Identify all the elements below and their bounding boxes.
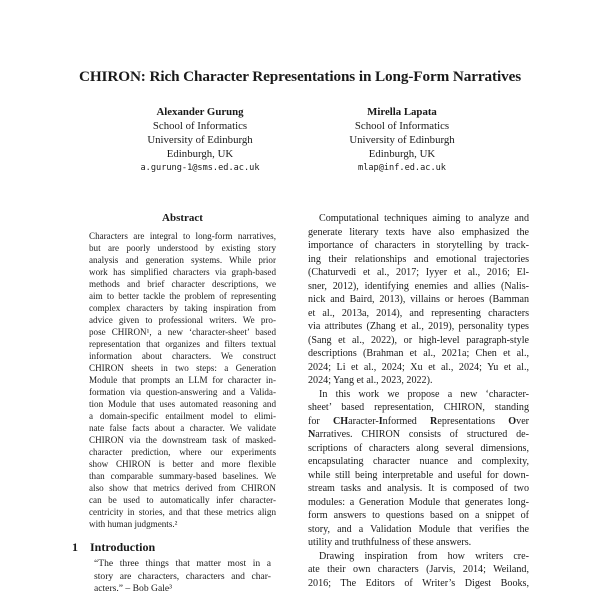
text-line: generate literary texts have also emphasized the	[308, 226, 529, 238]
text-line: work has simplified characters via graph-based	[89, 267, 276, 277]
author-department: School of Informatics	[152, 120, 248, 132]
text-line: than comparable summary-based baselines. We	[89, 471, 276, 481]
text-line: 2024; Yang et al., 2023, 2022).	[308, 375, 433, 386]
text-line: complex characters by taking inspiration from	[89, 303, 276, 313]
bold-acronym-letter: I	[378, 415, 383, 427]
text-line: CHIRON via the downstream task of masked-	[89, 435, 276, 445]
text-line: “The three things that matter most in a	[94, 558, 271, 569]
text-line: 2024; Li et al., 2024; Xu et al., 2024; Yu et al.,	[308, 361, 529, 373]
text-line: scriptions of characters along several dimensions,	[308, 442, 529, 454]
text-line: form answers to questions based on a snippet of	[308, 510, 529, 521]
text-line: methods and brief character descriptions, we	[89, 279, 276, 289]
text-line: acters.” – Bob Gale³	[94, 583, 172, 594]
text-line: Computational techniques aiming to analyze and	[319, 213, 529, 224]
text-line: a domain-specific entailment model to elimi-	[89, 411, 276, 421]
section-heading-introduction	[72, 540, 155, 555]
text-segment: arratives. CHIRON consists of structured de-	[315, 429, 529, 440]
text-segment: for	[308, 415, 333, 427]
author-email[interactable]: a.gurung-1@sms.ed.ac.uk	[140, 163, 260, 173]
text-line: show CHIRON is better and more flexible	[89, 459, 276, 469]
author-block-1	[90, 105, 310, 175]
text-line: In this work we propose a new ‘character-	[319, 388, 529, 400]
author-university: University of Edinburgh	[147, 134, 253, 146]
text-line	[308, 428, 529, 442]
text-line: sner, 2012), identifying enemies and allies (Nalis-	[308, 280, 529, 292]
text-line: also show that metrics derived from CHIRON	[89, 483, 276, 493]
bold-acronym-letter: CH	[332, 415, 349, 427]
text-line: ing their relationships and emotional trajectories	[308, 253, 529, 265]
text-line: descriptions (Brahman et al., 2021a; Chen et al.,	[308, 348, 529, 359]
author-location: Edinburgh, UK	[368, 148, 436, 160]
text-line: (Sang et al., 2022), or high-level paragraph-style	[308, 334, 529, 346]
bold-acronym-letter: O	[508, 415, 517, 427]
author-block-2	[292, 105, 512, 175]
text-line: story are characters, characters and char-	[94, 570, 271, 582]
text-line: modules: a Generation Module that generates long-	[308, 496, 529, 508]
text-line: analysis and generation systems. While prior	[89, 255, 276, 265]
text-segment: ver	[516, 415, 530, 427]
text-line: Module that prompts an LLM for character in-	[89, 375, 276, 385]
bold-acronym-letter: N	[308, 429, 316, 440]
text-line: nick and Baird, 2013), villains or heroes (Bamman	[308, 294, 529, 305]
text-line: importance of characters in storytelling by track-	[308, 240, 529, 251]
text-line: tion Module that uses automated reasoning and	[89, 399, 276, 409]
section-number: 1	[72, 540, 78, 554]
abstract-heading: Abstract	[162, 212, 203, 224]
text-line: character prediction, where our experiments	[89, 447, 276, 457]
text-line: nate false facts about a character. We validate	[89, 423, 276, 433]
text-line: Characters are integral to long-form narratives,	[89, 231, 276, 241]
text-line: via attributes (Zhang et al., 2019), personality types	[308, 321, 529, 332]
text-line: encapsulating character nuance and complexity,	[308, 456, 529, 467]
text-line: CHIRON sheets in two steps: a Generation	[89, 363, 276, 373]
text-line: Drawing inspiration from how writers cre-	[319, 550, 529, 562]
author-location: Edinburgh, UK	[166, 148, 234, 160]
abstract-text	[89, 230, 276, 530]
text-line: sheet’ based representation, CHIRON, standing	[308, 402, 529, 413]
section-title: Introduction	[90, 540, 156, 554]
text-line: information about characters. We construct	[89, 351, 276, 361]
text-line: advice given to professional writers. We pro-	[89, 315, 276, 325]
text-line: formation via question-answering and a Valida-	[89, 387, 276, 397]
paper-title: CHIRON: Rich Character Representations in Long-Form Narratives	[78, 68, 522, 85]
text-line: centricity in stories, and that these metrics align	[89, 507, 276, 517]
text-line: stream tasks and analysis. It is composed of two	[308, 483, 529, 494]
text-line: utility and truthfulness of these answers.	[308, 537, 472, 548]
text-line: can be used to automatically infer character-	[89, 495, 276, 505]
text-line: et al., 2013a, 2014), and representing characters	[308, 307, 529, 319]
text-line: ate their own characters (Jarvis, 2014; Weiland,	[308, 564, 529, 575]
author-university: University of Edinburgh	[349, 134, 455, 146]
text-line: with human judgments.²	[89, 519, 178, 529]
author-email[interactable]: mlap@inf.ed.ac.uk	[358, 163, 446, 173]
right-column-body	[308, 212, 529, 590]
text-segment: aracter-	[348, 415, 379, 427]
epigraph-quote	[94, 558, 271, 596]
text-line: representation that organizes and filters textual	[89, 339, 276, 349]
text-line	[308, 415, 529, 429]
text-segment: epresentations	[437, 415, 509, 427]
author-name: Mirella Lapata	[367, 106, 437, 118]
text-line: pose CHIRON¹, a new ‘character-sheet’ based	[89, 327, 276, 337]
text-line: (Chaturvedi et al., 2017; Iyyer et al., 2016; El-	[308, 267, 529, 278]
text-line: story, and a Validation Module that verifies the	[308, 523, 529, 535]
text-line: aim to better tackle the problem of representing	[89, 291, 276, 301]
text-line: while still being interpretable and useful for down-	[308, 469, 529, 481]
author-name: Alexander Gurung	[156, 106, 244, 118]
author-department: School of Informatics	[354, 120, 450, 132]
bold-acronym-letter: R	[430, 415, 438, 427]
text-line: 2016; The Editors of Writer’s Digest Books,	[308, 577, 529, 589]
text-line: but are poorly understood by existing story	[89, 243, 276, 253]
text-segment: nformed	[382, 415, 431, 427]
